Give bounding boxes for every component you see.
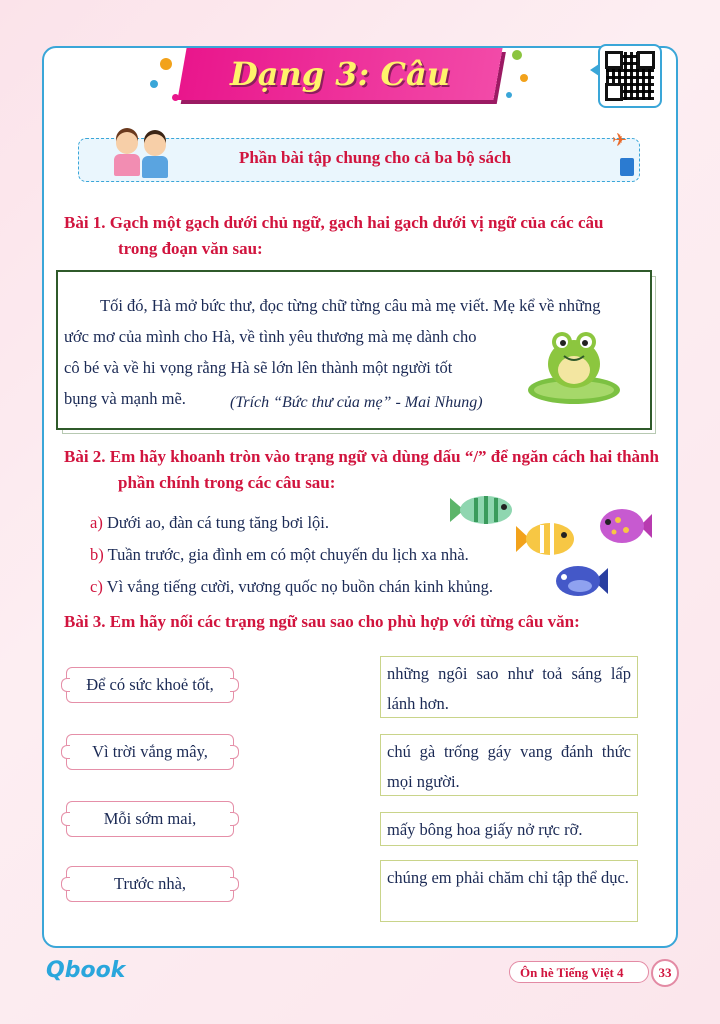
list-item: c) Vì vắng tiếng cười, vương quốc nọ buồn chán kinh khủng. [90,577,494,596]
match-right-item[interactable]: chúng em phải chăm chỉ tập thể dục. [380,860,638,922]
match-left-item[interactable]: Để có sức khoẻ tốt, [66,667,234,703]
exercise-2-title: Bài 2. Em hãy khoanh tròn vào trạng ngữ và dùng dấu “/” để ngăn cách hai thành phần chính trong các câu sau: [64,447,659,492]
list-item: b) Tuần trước, gia đình em có một chuyến du lịch xa nhà. [90,545,469,564]
match-right-item[interactable]: mấy bông hoa giấy nở rực rỡ. [380,812,638,846]
pencil-cup-icon [620,158,634,176]
match-right-item[interactable]: chú gà trống gáy vang đánh thức mọi người. [380,734,638,796]
fish-yellow-icon [512,518,578,560]
book-title-tag: Ôn hè Tiếng Việt 4 [509,961,649,983]
fish-purple-icon [596,504,656,548]
match-right-item[interactable]: những ngôi sao như toả sáng lấp lánh hơn. [380,656,638,718]
decor-dot [520,74,528,82]
frog-icon [524,318,624,408]
page-number: 33 [651,959,679,987]
decor-dot [160,58,172,70]
qr-corner-icon [637,51,655,69]
passage-source: (Trích “Bức thư của mẹ” - Mai Nhung) [230,394,483,411]
page-title: Dạng 3: Câu [230,55,450,93]
match-left-item[interactable]: Vì trời vắng mây, [66,734,234,770]
qr-code[interactable] [598,44,662,108]
qr-corner-icon [605,83,623,101]
list-item: a) Dưới ao, đàn cá tung tăng bơi lội. [90,513,330,532]
kids-illustration-icon [110,128,176,188]
decor-dot [150,80,158,88]
decor-dot [506,92,512,98]
publisher-logo: Qbook [46,958,126,983]
fish-green-icon [446,490,516,530]
paper-plane-icon: ✈ [612,130,628,150]
match-left-item[interactable]: Trước nhà, [66,866,234,902]
fish-blue-icon [552,560,612,602]
qr-corner-icon [605,51,623,69]
match-left-item[interactable]: Mỗi sớm mai, [66,801,234,837]
exercise-3-title: Bài 3. Em hãy nối các trạng ngữ sau sao cho phù hợp với từng câu văn: [64,612,580,631]
passage-text: Tối đó, Hà mở bức thư, đọc từng chữ từng câu mà mẹ viết. Mẹ kể về những ước mơ của mình cho Hà, về tình yêu thương mà mẹ dành cho cô bé và về hi vọng rằng Hà sẽ lớn lên thành một người tốt bụng và mạnh mẽ. [64,296,601,408]
exercise-1-title: Bài 1. Gạch một gạch dưới chủ ngữ, gạch hai gạch dưới vị ngữ của các câu trong đoạn văn sau: [64,213,604,258]
decor-dot [512,50,522,60]
section-header: Phần bài tập chung cho cả ba bộ sách [238,148,512,167]
